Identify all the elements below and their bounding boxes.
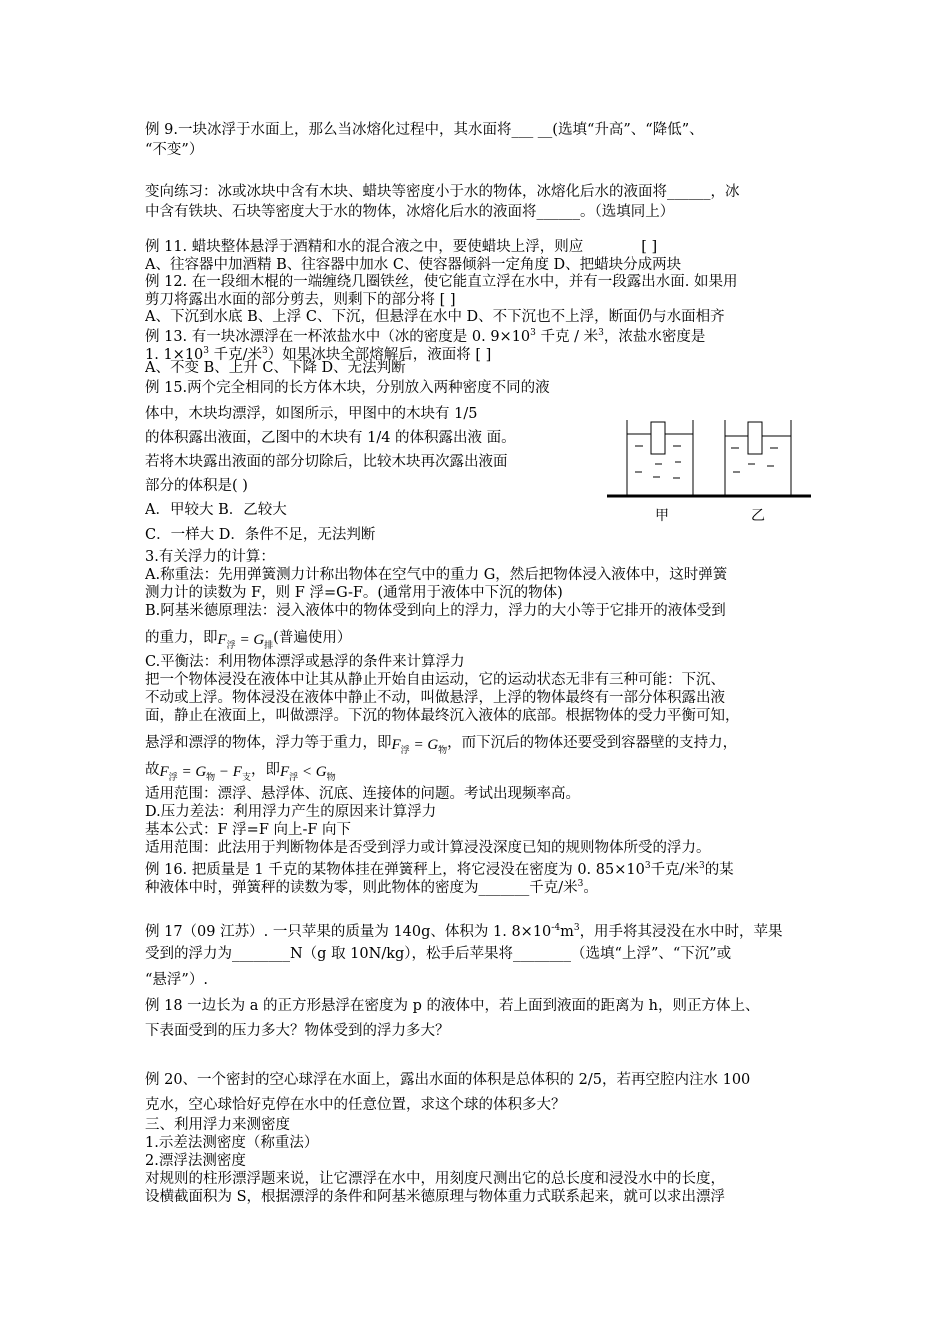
label-jia: 甲: [655, 508, 669, 524]
example-16-text-a1: 例 16. 把质量是 1 千克的某物体挂在弹簧秤上，将它浸没在密度为 0. 85×10: [145, 861, 645, 878]
example-15-options-ab: A．甲较大 B．乙较大: [145, 502, 287, 518]
subscript: 浮: [289, 772, 299, 782]
example-13-text-b1: 1. 1×10: [145, 346, 204, 363]
method-c-para-4: [145, 733, 825, 760]
symbol-f: F: [159, 764, 169, 780]
example-17-line-2: 受到的浮力为________N（g 取 10N/kg），松手后苹果将________（选填“上浮”、“下沉”或: [145, 946, 732, 962]
container-yi: [725, 420, 791, 495]
example-15-line-1: 例 15.两个完全相同的长方体木块，分别放入两种密度不同的液: [145, 380, 550, 396]
method-c-para-1: 把一个物体浸没在液体中让其从静止开始自由运动，它的运动状态无非有三种可能：下沉、: [145, 672, 725, 688]
formula-float-balance: [392, 735, 448, 760]
method-b-text: 的重力，即: [145, 630, 218, 646]
example-9-line-2: “不变”）: [145, 142, 204, 158]
symbol-f: F: [217, 632, 227, 648]
subscript: 物: [206, 772, 216, 782]
floating-blocks-figure: [605, 412, 817, 530]
subscript: 排: [264, 640, 274, 650]
exponent: 3: [262, 346, 268, 356]
subscript: 物: [438, 745, 448, 755]
symbol-g: G: [253, 632, 265, 648]
symbol-equals: =: [409, 737, 428, 753]
section-3-heading: 3.有关浮力的计算：: [145, 549, 275, 565]
method-d-heading: D.压力差法：利用浮力产生的原因来计算浮力: [145, 804, 437, 820]
exponent: 3: [598, 328, 604, 338]
symbol-equals: =: [235, 632, 254, 648]
example-16-text-b1: 种液体中时，弹簧秤的读数为零，则此物体的密度为_______千克/米: [145, 879, 578, 896]
symbol-less-than: <: [298, 764, 316, 780]
method-c-heading: C.平衡法：利用物体漂浮或悬浮的条件来计算浮力: [145, 654, 465, 670]
exponent: 3: [698, 861, 705, 871]
example-15-line-5: 部分的体积是( ): [145, 478, 248, 494]
section-three-heading: 三、利用浮力来测密度: [145, 1117, 290, 1133]
example-13-text-a3: ，浓盐水密度是: [603, 328, 706, 345]
subscript: 浮: [400, 745, 410, 755]
exponent: 3: [530, 328, 536, 338]
subscript: 物: [326, 772, 336, 782]
method-d-range: 适用范围：此法用于判断物体是否受到浮力或计算浸没深度已知的规则物体所受的浮力。: [145, 840, 711, 856]
symbol-g: G: [427, 737, 439, 753]
example-16-text-a3: 的某: [704, 861, 734, 878]
example-17-text-a2: m: [560, 923, 574, 940]
exponent: 3: [577, 879, 584, 889]
example-17-line-3: “悬浮”）.: [145, 972, 208, 988]
example-16-line-2: [145, 874, 825, 898]
example-11-options: A、往容器中加酒精 B、往容器中加水 C、使容器倾斜一定角度 D、把蜡块分成两块: [145, 257, 682, 273]
method-2-para-1: 对规则的柱形漂浮题来说，让它漂浮在水中，用刻度尺测出它的总长度和浸没水中的长度，: [145, 1171, 725, 1187]
example-17-line-1: [145, 918, 825, 942]
example-12-options: A、下沉到水底 B、上浮 C、下沉，但悬浮在水中 D、不下沉也不上浮，断面仍与水面相齐: [145, 309, 725, 325]
example-13-text-b2: 千克/米: [209, 346, 263, 363]
method-b-note: (普遍使用）: [273, 630, 352, 646]
example-11-bracket: [ ]: [641, 239, 658, 255]
method-d-formula: 基本公式：F 浮=F 向上-F 向下: [145, 822, 352, 838]
variant-practice-line-1: 变向练习：冰或冰块中含有木块、蜡块等密度小于水的物体，冰熔化后水的液面将______，冰: [145, 184, 740, 200]
method-c-text-4b: ，而下沉后的物体还要受到容器壁的支持力，: [447, 735, 738, 751]
exponent: -4: [551, 923, 561, 933]
symbol-minus: −: [215, 764, 233, 780]
example-12-line-2: 剪刀将露出水面的部分剪去，则剩下的部分将 [ ]: [145, 292, 456, 308]
method-c-range: 适用范围：漂浮、悬浮体、沉底、连接体的问题。考试出现频率高。: [145, 786, 580, 802]
method-a-line-2: 测力计的读数为 F，则 F 浮=G-F。(通常用于液体中下沉的物体): [145, 585, 563, 601]
subscript: 支: [241, 772, 251, 782]
example-15-line-4: 若将木块露出液面的部分切除后，比较木块再次露出液面: [145, 454, 508, 470]
example-20-line-2: 克水，空心球恰好克停在水中的任意位置，求这个球的体积多大？: [145, 1097, 566, 1113]
symbol-g: G: [195, 764, 207, 780]
example-11-question: [145, 237, 825, 257]
method-b-line-1: B.阿基米德原理法：浸入液体中的物体受到向上的浮力，浮力的大小等于它排开的液体受到: [145, 603, 726, 619]
example-15-line-2: 体中，木块均漂浮，如图所示，甲图中的木块有 1/5: [145, 406, 478, 422]
example-18-line-1: 例 18 一边长为 a 的正方形悬浮在密度为 p 的液体中，若上面到液面的距离为 h，则正方体上、: [145, 998, 760, 1014]
label-yi: 乙: [751, 508, 765, 524]
method-c-text-5a: 故: [145, 762, 160, 778]
method-c-text-5b: ，即: [250, 762, 280, 778]
container-jia: [627, 420, 693, 495]
subscript: 浮: [226, 640, 236, 650]
method-c-para-5: [145, 760, 825, 787]
variant-practice-line-2: 中含有铁块、石块等密度大于水的物体，冰熔化后水的液面将______。（选填同上）: [145, 204, 675, 220]
example-18-line-2: 下表面受到的压力多大？物体受到的浮力多大？: [145, 1023, 450, 1039]
symbol-g: G: [315, 764, 327, 780]
example-16-text-b2: 。: [583, 879, 598, 896]
method-2-para-2: 设横截面积为 S，根据漂浮的条件和阿基米德原理与物体重力式联系起来，就可以求出漂浮: [145, 1189, 726, 1205]
example-13-options: A、不变 B、上升 C、下降 D、无法判断: [145, 360, 406, 376]
example-15-line-3: 的体积露出液面，乙图中的木块有 1/4 的体积露出液 面。: [145, 430, 516, 446]
method-c-text-4a: 悬浮和漂浮的物体，浮力等于重力，即: [145, 735, 392, 751]
example-13-text-a2: 千克 / 米: [535, 328, 599, 345]
example-12-line-1: 例 12. 在一段细木棍的一端缠绕几圈铁丝，使它能直立浮在水中，并有一段露出水面. 如果用: [145, 274, 738, 290]
example-17-text-a1: 例 17（09 江苏）. 一只苹果的质量为 140g、体积为 1. 8×10: [145, 923, 552, 940]
exponent: 3: [573, 923, 580, 933]
method-c-para-2: 不动或上浮。物体浸没在液体中静止不动，叫做悬浮，上浮的物体最终有一部分体积露出液: [145, 690, 725, 706]
method-b-line-2: [145, 628, 825, 655]
example-11-text: 例 11. 蜡块整体悬浮于酒精和水的混合液之中，要使蜡块上浮，则应: [145, 239, 584, 255]
example-20-line-1: 例 20、一个密封的空心球浮在水面上，露出水面的体积是总体积的 2/5，若再空腔内注水 100: [145, 1072, 751, 1088]
method-a-line-1: A.称重法：先用弹簧测力计称出物体在空气中的重力 G，然后把物体浸入液体中，这时弹簧: [145, 567, 728, 583]
exponent: 3: [644, 861, 651, 871]
example-15-options-cd: C．一样大 D．条件不足，无法判断: [145, 527, 376, 543]
method-2-heading: 2.漂浮法测密度: [145, 1153, 246, 1169]
method-c-para-3: 面，静止在液面上，叫做漂浮。下沉的物体最终沉入液体的底部。根据物体的受力平衡可知，: [145, 708, 740, 724]
method-1-heading: 1.示差法测密度（称重法）: [145, 1135, 319, 1151]
exponent: 3: [203, 346, 210, 356]
symbol-f: F: [279, 764, 290, 780]
subscript: 浮: [168, 772, 178, 782]
example-16-text-a2: 千克/米: [650, 861, 699, 878]
symbol-f: F: [391, 737, 401, 753]
symbol-equals: =: [177, 764, 196, 780]
symbol-f: F: [232, 764, 242, 780]
example-13-text-a1: 例 13. 有一块冰漂浮在一杯浓盐水中（冰的密度是 0. 9×10: [145, 328, 531, 345]
example-9-line-1: 例 9.一块冰浮于水面上，那么当冰熔化过程中，其水面将___ __(选填“升高”、“降低”、: [145, 122, 704, 138]
example-17-text-a3: ，用手将其浸没在水中时，苹果: [579, 923, 783, 940]
example-13-text-b3: ）如果冰块全部熔解后，液面将 [ ]: [267, 346, 492, 363]
